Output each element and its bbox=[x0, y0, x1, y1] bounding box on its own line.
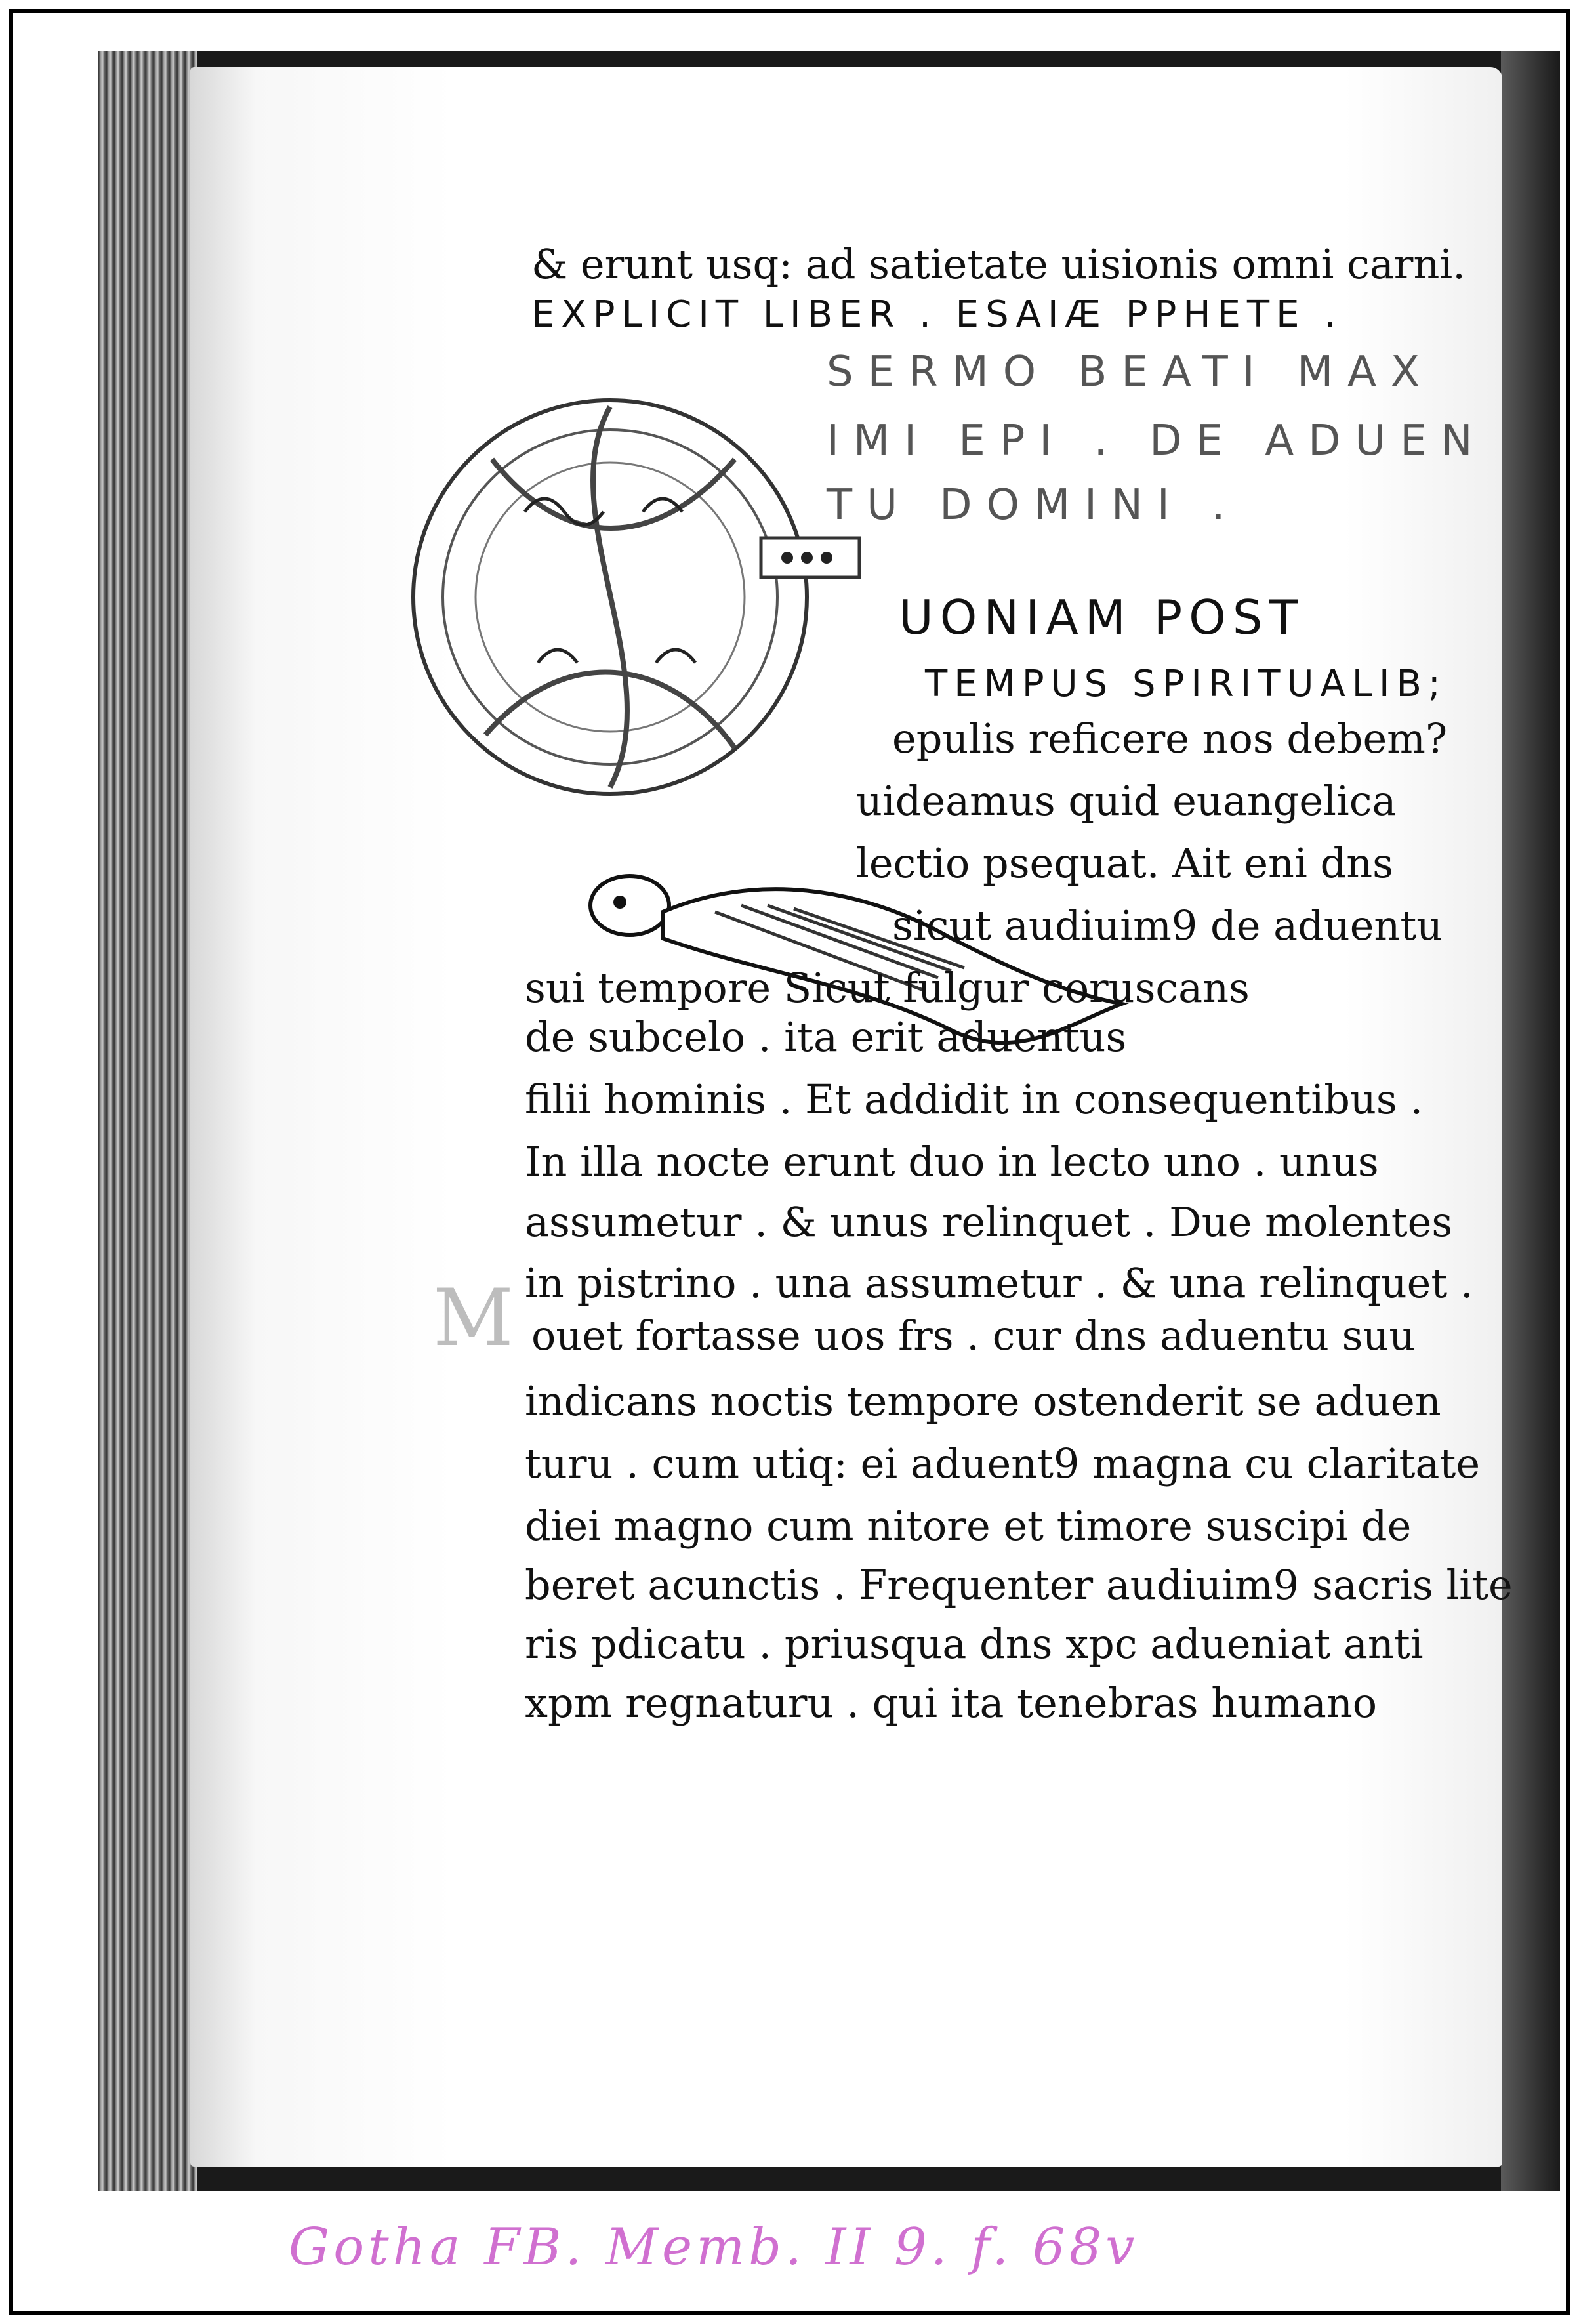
text-line-12: sui tempore Sicut fulgur coruscans bbox=[525, 964, 1250, 1012]
text-line-23: ris pdicatu . priusqua dns xpc adueniat anti bbox=[525, 1620, 1424, 1668]
text-line-24: xpm regnaturu . qui ita tenebras humano bbox=[525, 1679, 1378, 1727]
ghost-initial: M bbox=[433, 1273, 514, 1364]
text-line-22: beret acunctis . Frequenter audiuim9 sacris lite bbox=[525, 1561, 1513, 1609]
text-line-8: epulis reficere nos debem? bbox=[892, 715, 1448, 762]
text-line-18: ouet fortasse uos frs . cur dns aduentu suu bbox=[531, 1312, 1416, 1359]
text-line-16: assumetur . & unus relinquet . Due molentes bbox=[525, 1198, 1453, 1246]
text-line-13: de subcelo . ita erit aduentus bbox=[525, 1013, 1127, 1061]
text-line-20: turu . cum utiq: ei aduent9 magna cu claritate bbox=[525, 1440, 1481, 1487]
rubric-line-3: TU DOMINI . bbox=[827, 481, 1240, 529]
explicit-line: EXPLICIT LIBER . ESAIÆ PPHETE . bbox=[531, 293, 1343, 336]
book-edge bbox=[98, 51, 197, 2191]
incipit-line-1: UONIAM POST bbox=[899, 590, 1305, 645]
page-shadow bbox=[1501, 51, 1560, 2191]
shelfmark-annotation: Gotha FB. Memb. II 9. f. 68v bbox=[289, 2218, 1139, 2277]
incipit-line-2: TEMPUS SPIRITUALIB; bbox=[925, 663, 1447, 705]
text-line-19: indicans noctis tempore ostenderit se aduen bbox=[525, 1377, 1441, 1425]
photo-frame bbox=[9, 9, 1570, 2315]
text-line-17: in pistrino . una assumetur . & una relinquet . bbox=[525, 1259, 1473, 1307]
text-line-14: filii hominis . Et addidit in consequentibus . bbox=[525, 1075, 1424, 1123]
rubric-line-2: IMI EPI . DE ADUEN bbox=[827, 417, 1487, 465]
text-line-1: & erunt usq: ad satietate uisionis omni carni. bbox=[531, 240, 1466, 288]
text-line-21: diei magno cum nitore et timore suscipi de bbox=[525, 1502, 1412, 1550]
text-line-9: uideamus quid euangelica bbox=[856, 777, 1397, 825]
rubric-line-1: SERMO BEATI MAX bbox=[827, 348, 1434, 396]
text-line-11: sicut audiuim9 de aduentu bbox=[892, 902, 1443, 949]
text-line-15: In illa nocte erunt duo in lecto uno . unus bbox=[525, 1138, 1379, 1186]
text-line-10: lectio psequat. Ait eni dns bbox=[856, 839, 1393, 887]
